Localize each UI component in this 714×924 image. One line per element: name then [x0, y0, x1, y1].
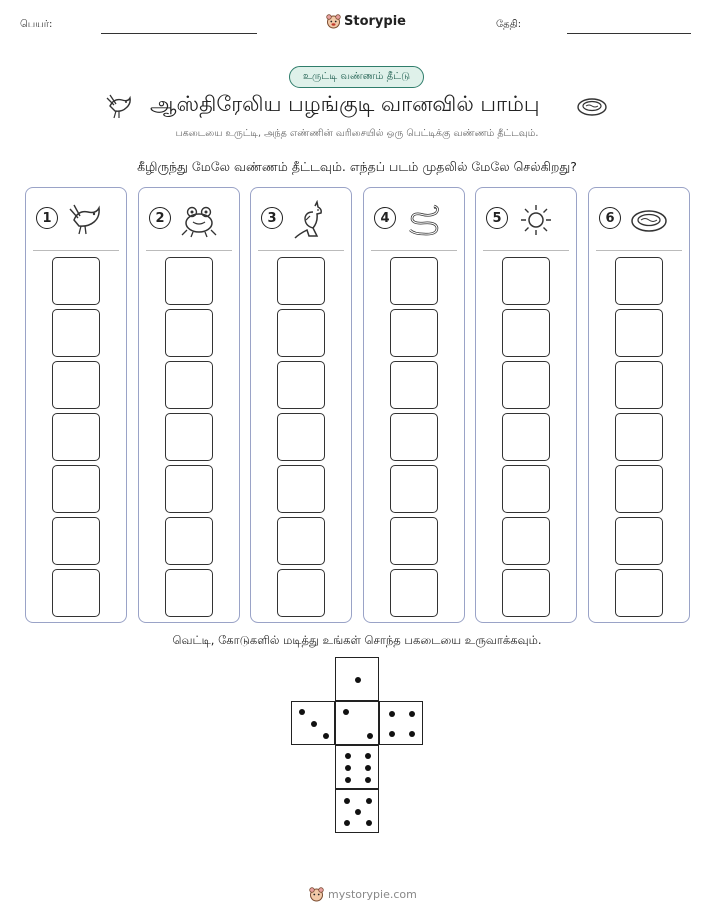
column-1	[25, 187, 127, 623]
color-box[interactable]	[165, 361, 213, 409]
color-box[interactable]	[615, 465, 663, 513]
date-label: தேதி:	[496, 19, 522, 30]
color-box[interactable]	[52, 465, 100, 513]
activity-badge: உருட்டி வண்ணம் தீட்டு	[289, 66, 424, 88]
die-face-1	[335, 657, 379, 701]
color-box[interactable]	[390, 569, 438, 617]
color-box[interactable]	[615, 569, 663, 617]
instruction-subtitle: பகடையை உருட்டி, அந்த எண்ணின் வரிசையில் ஒரு பெட்டிக்கு வண்ணம் தீட்டவும்.	[175, 128, 539, 139]
die-instruction: வெட்டி, கோடுகளில் மடித்து உங்கள் சொந்த பகடையை உருவாக்கவும்.	[172, 633, 542, 647]
color-box[interactable]	[390, 413, 438, 461]
column-number: 5	[486, 207, 508, 229]
color-box[interactable]	[502, 257, 550, 305]
column-5	[475, 187, 577, 623]
color-box[interactable]	[277, 361, 325, 409]
instruction-question: கீழிருந்து மேலே வண்ணம் தீட்டவும். எந்தப் படம் முதலில் மேலே செல்கிறது?	[137, 159, 577, 174]
column-number: 4	[374, 207, 396, 229]
footer-url[interactable]: mystorypie.com	[328, 887, 417, 901]
color-box[interactable]	[277, 309, 325, 357]
color-box[interactable]	[52, 413, 100, 461]
color-box[interactable]	[165, 517, 213, 565]
die-face-4	[379, 701, 423, 745]
name-field[interactable]	[101, 33, 257, 34]
color-box[interactable]	[52, 361, 100, 409]
color-box[interactable]	[502, 413, 550, 461]
color-box[interactable]	[390, 517, 438, 565]
color-box[interactable]	[165, 413, 213, 461]
snake-icon	[404, 200, 444, 240]
color-box[interactable]	[165, 465, 213, 513]
color-box[interactable]	[502, 309, 550, 357]
bird-icon	[104, 92, 136, 122]
waterhole-icon	[576, 96, 608, 118]
page-title: ஆஸ்திரேலிய பழங்குடி வானவில் பாம்பு	[150, 92, 540, 116]
color-box[interactable]	[390, 465, 438, 513]
die-face-6	[335, 745, 379, 789]
name-label: பெயர்:	[20, 19, 53, 30]
column-4	[363, 187, 465, 623]
date-field[interactable]	[567, 33, 691, 34]
column-3	[250, 187, 352, 623]
die-face-2	[335, 701, 379, 745]
color-box[interactable]	[615, 309, 663, 357]
color-box[interactable]	[277, 257, 325, 305]
color-box[interactable]	[52, 569, 100, 617]
color-box[interactable]	[502, 517, 550, 565]
color-box[interactable]	[277, 569, 325, 617]
color-box[interactable]	[52, 257, 100, 305]
brand-mascot-icon	[309, 886, 324, 902]
waterhole-icon	[629, 200, 669, 240]
color-box[interactable]	[277, 517, 325, 565]
color-box[interactable]	[165, 257, 213, 305]
color-box[interactable]	[165, 309, 213, 357]
color-box[interactable]	[615, 517, 663, 565]
color-box[interactable]	[390, 309, 438, 357]
sun-icon	[516, 200, 556, 240]
brand-name: Storypie	[344, 13, 406, 29]
frog-icon	[179, 200, 219, 240]
column-number: 6	[599, 207, 621, 229]
color-box[interactable]	[52, 517, 100, 565]
kangaroo-icon	[291, 200, 331, 240]
color-box[interactable]	[615, 361, 663, 409]
color-box[interactable]	[52, 309, 100, 357]
brand-mascot-icon	[326, 13, 341, 29]
color-box[interactable]	[165, 569, 213, 617]
color-box[interactable]	[390, 257, 438, 305]
column-2	[138, 187, 240, 623]
bird-icon	[66, 200, 106, 240]
color-box[interactable]	[277, 413, 325, 461]
color-box[interactable]	[502, 465, 550, 513]
color-box[interactable]	[502, 569, 550, 617]
footer	[309, 886, 417, 902]
die-face-3	[291, 701, 335, 745]
color-box[interactable]	[390, 361, 438, 409]
column-number: 3	[261, 207, 283, 229]
brand-logo	[326, 13, 406, 29]
die-face-5	[335, 789, 379, 833]
column-6	[588, 187, 690, 623]
color-box[interactable]	[615, 257, 663, 305]
color-box[interactable]	[502, 361, 550, 409]
column-number: 1	[36, 207, 58, 229]
color-box[interactable]	[277, 465, 325, 513]
color-box[interactable]	[615, 413, 663, 461]
column-number: 2	[149, 207, 171, 229]
